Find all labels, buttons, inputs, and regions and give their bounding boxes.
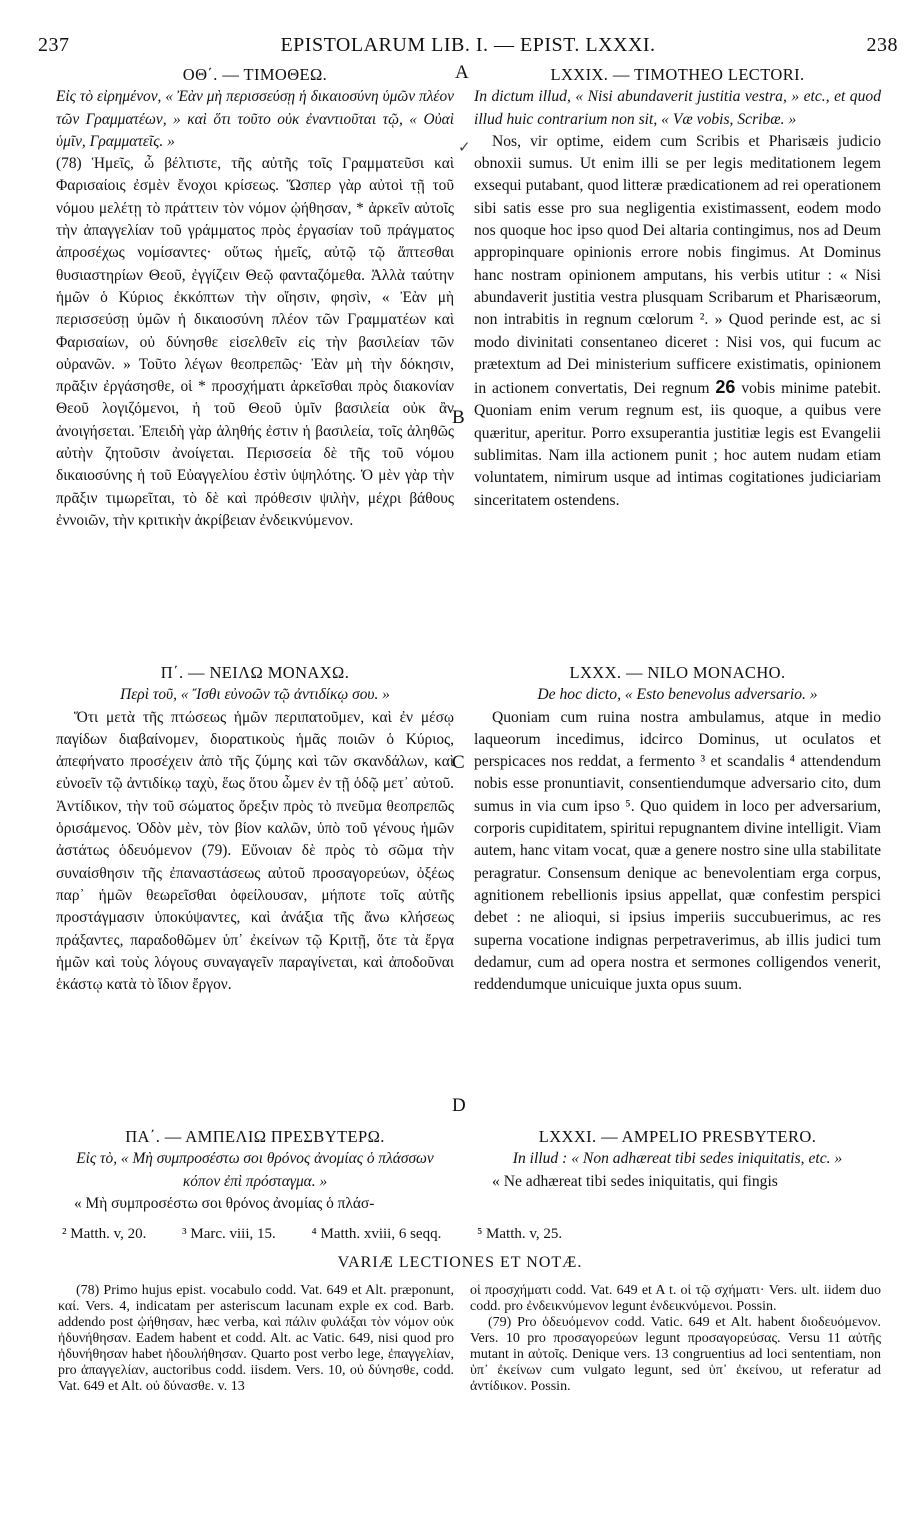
margin-mark-b: B [452,407,465,428]
margin-mark-a: A [455,62,469,83]
greek-body-81: « Μὴ συμπροσέστω σοι θρόνος ἀνομίας ὁ πλάσ- [74,1194,375,1212]
latin-letter-79 [474,64,881,660]
latin-body-81: « Ne adhæreat tibi sedes iniquitatis, qui fingis [492,1172,778,1190]
page-number-right: 238 [866,34,898,56]
footnote-3: ³ Marc. viii, 15. [182,1226,276,1242]
footnote-4: ⁴ Matth. xviii, 6 seqq. [311,1226,442,1242]
greek-heading-79: ΟΘ΄. — ΤΙΜΟΘΕΩ. [182,65,328,84]
margin-mark-c: C [452,752,465,773]
greek-subject-79: Εἰς τὸ εἰρημένον, « Ἐὰν μὴ περισσεύσῃ ἡ δικαιοσύνη ὑμῶν πλέον τῶν Γραμματέων, » καὶ ὅτι τοῦτο οὐκ ἐναντιοῦται τῷ, « Οὐαὶ ὑμῖν, Γραμματεῖς. » [56,88,454,150]
margin-mark-d: D [452,1095,466,1116]
note-79: (79) Pro ὁδευόμενον codd. Vatic. 649 et Alt. habent διοδευόμενον. Vers. 10 pro προσαγορεύων legunt προσαγορεύσας. Versu 11 αὐτῆς mutant in αὐτοῖς. Denique vers. 13 congruentius ad loci sententiam, non ὑπ᾽ ἐκείνων cum vulgato legunt, sed ὑπ᾽ ἐκείνου, ut referatur ad ἀντίδικον. Possin. [470,1315,881,1394]
page-number-left: 237 [38,34,70,56]
variae-lectiones-heading: VARIÆ LECTIONES ET NOTÆ. [337,1254,583,1271]
latin-body-79-part2: vobis minime patebit. Quoniam enim verum regnum est, iis quoque, a quibus vere quæritur, aperitur. Porro exsuperantia justitiæ legis est Evangelii sublimitas. Nam illa actionem punit ; hoc autem nudam etiam voluntatem, nimirum usque ad intimas cogitationes judiciariam sinceritatem ostendens. [474,380,881,509]
greek-heading-80: Π΄. — ΝΕΙΛΩ ΜΟΝΑΧΩ. [160,663,350,682]
note-78-continued: οἱ προσχήματι codd. Vat. 649 et A t. οἱ τῷ σχήματι· Vers. ult. iidem duo codd. pro ἐνδεικνύμενον legunt ἐνδεικνύμενοι. Possin. [470,1283,881,1314]
footnotes [62,1226,882,1243]
greek-heading-81: ΠΑ΄. — ΑΜΠΕΛΙΩ ΠΡΕΣΒΥΤΕΡΩ. [125,1127,385,1146]
greek-subject-81: Εἰς τὸ, « Μὴ συμπροσέστω σοι θρόνος ἀνομίας ὁ πλάσσων κόπον ἐπὶ πρόσταγμα. » [76,1150,434,1190]
greek-subject-80: Περὶ τοῦ, « Ἴσθι εὐνοῶν τῷ ἀντιδίκῳ σου. » [120,686,390,704]
latin-body-80: Quoniam cum ruina nostra ambulamus, atque in medio laqueorum incedimus, idcirco Dominus, ut oculatos et perspicaces nos reddat, a fermento ³ et scandalis ⁴ attendendum nobis esse pronuntiavit, consentiendumque adversario cito, dum sumus in via cum ipso ⁵. Quo quidem in loco per adversarium, corporis cupiditatem, spiritui repugnantem divine intelligit. Viam autem, hanc vitam vocat, quæ a genere nostro sine ulla stabilitate peragratur. Consensum denique ac benevolentiam erga corpus, agnitionem rebellionis ipsius appellat, quæ confestim perspici debet : ne alioqui, si ipsius imperiis succubuerimus, ac res superna vocatione indignas perpetraverimus, ab illis judici tum dedamur, cum ad opera nostra et sermones colligendos venerit, reddendumque unicuique juxta opus suum. [474,708,881,994]
latin-heading-81: LXXXI. — AMPELIO PRESBYTERO. [538,1127,817,1146]
latin-subject-79: In dictum illud, « Nisi abundaverit justitia vestra, » etc., et quod illud huic contrarium non sit, « Væ vobis, Scribæ. » [474,88,881,128]
footnote-2: ² Matth. v, 20. [62,1226,147,1242]
column-number-marker: 26 [715,377,736,398]
greek-body-79: (78) Ἡμεῖς, ὦ βέλτιστε, τῆς αὐτῆς τοῖς Γραμματεῦσι καὶ Φαρισαίοις ἐσμὲν ἔνοχοι κρίσεως. Ὥσπερ γὰρ αὐτοὶ τῇ τοῦ νόμου μελέτῃ τὸ πράττειν τὸν νόμον ᾠήθησαν, * ἀρκεῖν αὐτοῖς τὴν ἀπαγγελίαν τοῦ γράμματος πρὸς ἐργασίαν τοῦ πράγματος ἀπροσέχως νομίσαντες· οὕτως ἡμεῖς, αὐτῷ τῷ ἅπτεσθαι θυσιαστηρίων Θεοῦ, ἐγγίζειν Θεῷ φανταζόμεθα. Ἀλλὰ ταύτην ἡμῶν ὁ Κύριος ἐκκόπτων τὴν οἴησιν, φησὶν, « Ἐὰν μὴ περισσεύσῃ ὑμῶν ἡ δικαιοσύνη πλέον τῶν Γραμματέων καὶ Φαρισαίων, οὐ δύνησθε εἰσελθεῖν εἰς τὴν βασιλείαν τῶν οὐρανῶν. » Τοῦτο λέγων θεοπρεπῶς· Ἐὰν μὴ τὴν δόκησιν, πρᾶξιν ἐργάσησθε, οἱ * προσχήματι ἀρκεῖσθαι πρὸς διακονίαν Θεοῦ λογιζόμενοι, ἡ τοῦ Θεοῦ ὑμῖν βασιλεία οὐκ ἂν ἀνοιγήσεται. Ἐπειδὴ γὰρ ἀληθής ἐστιν ἡ βασιλεία, τοῖς ἀληθῶς αὐτὴν ζητοῦσιν ἀνοίγεται. Περισσεία δὲ τῆς τοῦ νόμου δικαιοσύνης ἡ τοῦ Εὐαγγελίου ἐστὶν ὑψηλότης. Ὁ μὲν γὰρ τὴν πρᾶξιν τιμωρεῖται, τὸ δὲ καὶ πρόθεσιν ψιλὴν, μέχρι βάθους ἐννοιῶν, τὴν κριτικὴν ἀκρίβειαν ἐνδεικνύμενον. [56,155,454,529]
greek-body-80: Ὅτι μετὰ τῆς πτώσεως ἡμῶν περιπατοῦμεν, καὶ ἐν μέσῳ παγίδων διαβαίνομεν, διορατικοὺς ἡμᾶς ποιῶν ὁ Κύριος, ἀπεφήνατο προσέχειν ἀπὸ τῆς ζύμης καὶ τῶν σκανδάλων, καὶ εὐνοεῖν τῷ ἀντιδίκῳ ταχὺ, ἕως ὅτου ὦμεν ἐν τῇ ὁδῷ μετ᾽ αὐτοῦ. Ἀντίδικον, τὴν τοῦ σώματος ὄρεξιν πρὸς τὸ πνεῦμα θεοπρεπῶς ὁρισάμενος. Ὁδὸν μὲν, τὸν βίον καλῶν, ὑπὸ τοῦ γένους ἡμῶν ἀστάτως ὁδευόμενον (79). Εὔνοιαν δὲ πρὸς τὸ σῶμα τὴν συναίσθησιν τῆς ἐπαναστάσεως αὐτοῦ προσαγορεύων, ὀξέως παρ᾽ ἡμῶν θεωρεῖσθαι ὀφείλουσαν, μήποτε τοῖς αὐτῆς προστάγμασιν ὑποκύψαντες, καὶ ἀνάξια τῆς ἄνω κλήσεως πράξαντες, παραδοθῶμεν ὑπ᾽ ἐκείνων τῷ Κριτῇ, ὅτε τὰ ἔργα ἡμῶν καὶ τοὺς λόγους συναγαγεῖν παραγίνεται, καὶ ἀποδοῦναι ἑκάστῳ κατὰ τὸ ἴδιον ἔργον. [56,708,454,994]
greek-letter-80 [56,662,454,1082]
latin-body-79 [474,131,881,512]
latin-subject-81: In illud : « Non adhæreat tibi sedes iniquitatis, etc. » [512,1150,843,1168]
latin-heading-80: LXXX. — NILO MONACHO. [569,663,786,682]
note-78: (78) Primo hujus epist. vocabulo codd. Vat. 649 et Alt. præponunt, καί. Vers. 4, indicatam per asteriscum lacunam exple ex cod. Barb. addendo post ᾠήθησαν, hæc verba, καὶ πάλιν φυλάξαι τὸν νόμον οὐκ ἠδυνήθησαν. Eadem habent et codd. Alt. ac Vatic. 649, nisi quod pro ἠδυνήθησαν habet ἠδουλήθησαν. Quarto post verbo lege, ἐπαγγελίαν, pro ἀπαγγελίαν, auctoribus codd. iisdem. Vers. 10, οὐ δύνησθε, codd. Vat. 649 et Alt. οὐ δύνασθε. v. 13 [58,1283,454,1394]
greek-letter-81 [56,1126,454,1218]
latin-letter-81 [474,1126,881,1218]
latin-heading-79: LXXIX. — TIMOTHEO LECTORI. [550,65,805,84]
latin-letter-80 [474,662,881,1120]
greek-letter-79 [56,64,454,638]
variae-notes-right [470,1283,881,1523]
latin-body-79-part1: Nos, vir optime, eidem cum Scribis et Pharisæis judicio obnoxii sumus. Ut enim illi se per legis meditationem legem exsequi putabant, quod litteræ prædicationem ad rei operationem sibi satis esse pro sua negligentia existimassent, eodem modo nos quoque hoc ipso quod Dei altaria contingimus, nos ad Deum appropinquare opinionis errore nobis fingimus. At Dominus hanc nostram opinionem amputans, his verbis utitur : « Nisi abundaverit justitia vestra plusquam Scribarum et Pharisæorum, non intrabitis in regnum cœlorum ². » Quod perinde est, ac si modo divinitati consentaneo diceret : Nisi vos, qui fucum ac prætextum ad Dei ministerium sufficere existimatis, opinionem in actionem convertatis, Dei regnum [474,132,881,398]
running-header [38,34,898,60]
margin-tick-mark: ✓ [458,140,471,156]
running-title: EPISTOLARUM LIB. I. — EPIST. LXXXI. [280,34,656,56]
variae-notes-left [58,1283,454,1523]
latin-subject-80: De hoc dicto, « Esto benevolus adversario. » [537,686,818,704]
footnote-5: ⁵ Matth. v, 25. [477,1226,563,1242]
